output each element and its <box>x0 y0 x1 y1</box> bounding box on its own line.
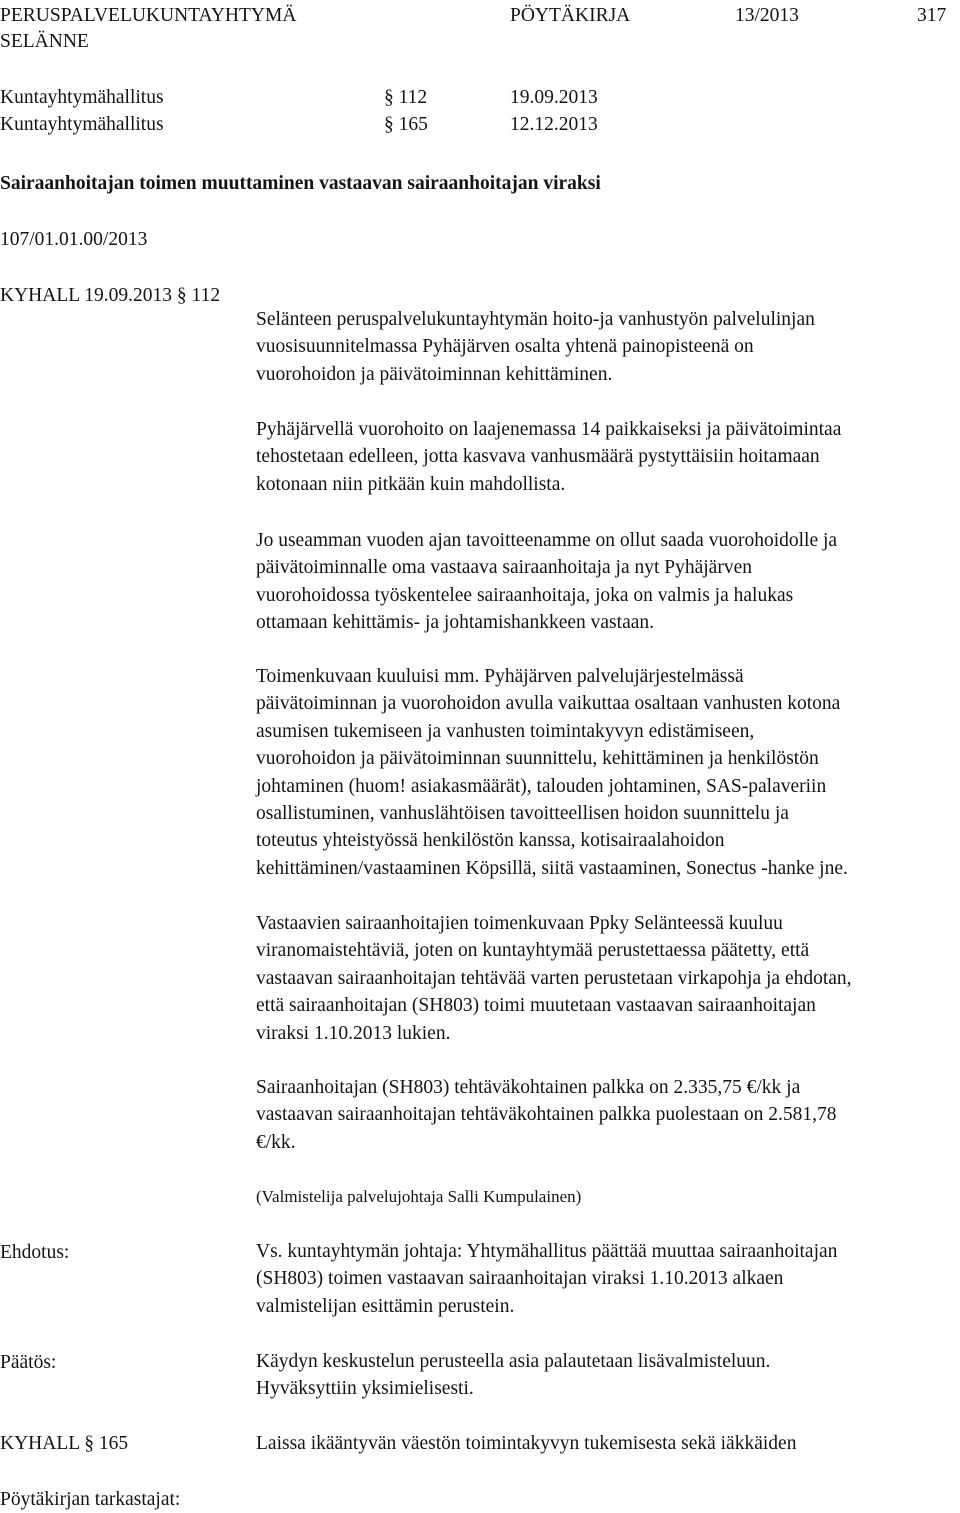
body-paragraph: Selänteen peruspalvelukuntayhtymän hoito-ja vanhustyön palvelulinjan vuosisuunnitelmassa Pyhäjärven osalta yhtenä painopisteenä on vuorohoidon ja päivätoiminnan kehittäminen. <box>256 309 815 385</box>
decision-label: Päätös: <box>0 1352 57 1373</box>
decision-text: Käydyn keskustelun perusteella asia palautetaan lisävalmisteluun. Hyväksyttiin yksimielisesti. <box>256 1351 771 1400</box>
page-number: 317 <box>917 5 947 26</box>
body-paragraph: Vastaavien sairaanhoitajien toimenkuvaan Ppky Selänteessä kuuluu viranomaistehtäviä, joten on kuntayhtymää perustettaessa päätetty, että vastaavan sairaanhoitajan tehtävää varten perustetaan virkapohja ja ehdotan, että sairaanhoitajan (SH803) toimi muutetaan vastaavan sairaanhoitajan viraksi 1.10.2013 lukien. <box>256 913 852 1044</box>
body-paragraph: Toimenkuvaan kuuluisi mm. Pyhäjärven palvelujärjestelmässä päivätoiminnan ja vuorohoidon avulla vaikuttaa osaltaan vanhusten kotona asumisen tukemiseen ja vanhusten toimintakyvyn edistämiseen, vuorohoidon ja päivätoiminnan suunnittelu, kehittäminen ja henkilöstön johtaminen (huom! asiakasmäärät), talouden johtaminen, SAS-palaveriin osallistuminen, vanhuslähtöisen tavoitteellisen hoidon suunnittelu ja toteutus yhteistyössä henkilöstön kanssa, kotisairaalahoidon kehittäminen/vastaaminen Köpsillä, siitä vastaaminen, Sonectus -hanke jne. <box>256 666 848 879</box>
reference-section: § 112 <box>384 87 428 108</box>
body-paragraph: Pyhäjärvellä vuorohoito on laajenemassa 14 paikkaiseksi ja päivätoimintaa tehostetaan edelleen, jotta kasvava vanhusmäärä pystyttäisiin hoitamaan kotonaan niin pitkään kuin mahdollista. <box>256 419 842 495</box>
document-type: PÖYTÄKIRJA <box>510 5 631 26</box>
body-paragraph: Sairaanhoitajan (SH803) tehtäväkohtainen palkka on 2.335,75 €/kk ja vastaavan sairaanhoitajan tehtäväkohtainen palkka puolestaan on 2.581,78 €/kk. <box>256 1077 837 1153</box>
org-name: PERUSPALVELUKUNTAYHTYMÄ <box>0 5 297 26</box>
org-name-line2: SELÄNNE <box>0 31 89 52</box>
reference-date: 12.12.2013 <box>510 114 598 135</box>
reference-date: 19.09.2013 <box>510 87 598 108</box>
proposal-text: Vs. kuntayhtymän johtaja: Yhtymähallitus päättää muuttaa sairaanhoitajan (SH803) toimen vastaavan sairaanhoitajan viraksi 1.10.2013 alkaen valmistelijan esittämin perustein. <box>256 1241 838 1317</box>
reference-section: § 165 <box>384 114 428 135</box>
meeting2-text: Laissa ikääntyvän väestön toimintakyvyn tukemisesta sekä iäkkäiden <box>256 1433 797 1454</box>
minutes-checkers-label: Pöytäkirjan tarkastajat: <box>0 1489 181 1510</box>
proposal-label: Ehdotus: <box>0 1242 70 1263</box>
preparer-note: (Valmistelija palvelujohtaja Salli Kumpulainen) <box>256 1187 582 1206</box>
document-number: 13/2013 <box>735 5 799 26</box>
meeting-reference: KYHALL 19.09.2013 § 112 <box>0 285 221 306</box>
reference-body: Kuntayhtymähallitus <box>0 114 164 135</box>
record-id: 107/01.01.00/2013 <box>0 229 148 250</box>
document-title: Sairaanhoitajan toimen muuttaminen vastaavan sairaanhoitajan viraksi <box>0 173 601 194</box>
reference-body: Kuntayhtymähallitus <box>0 87 164 108</box>
body-paragraph: Jo useamman vuoden ajan tavoitteenamme on ollut saada vuorohoidolle ja päivätoiminnalle oma vastaava sairaanhoitaja ja nyt Pyhäjärven vuorohoidossa työskentelee sairaanhoitaja, joka on valmis ja halukas ottamaan kehittämis- ja johtamishankkeen vastaan. <box>256 530 838 634</box>
meeting-reference-2: KYHALL § 165 <box>0 1433 129 1454</box>
